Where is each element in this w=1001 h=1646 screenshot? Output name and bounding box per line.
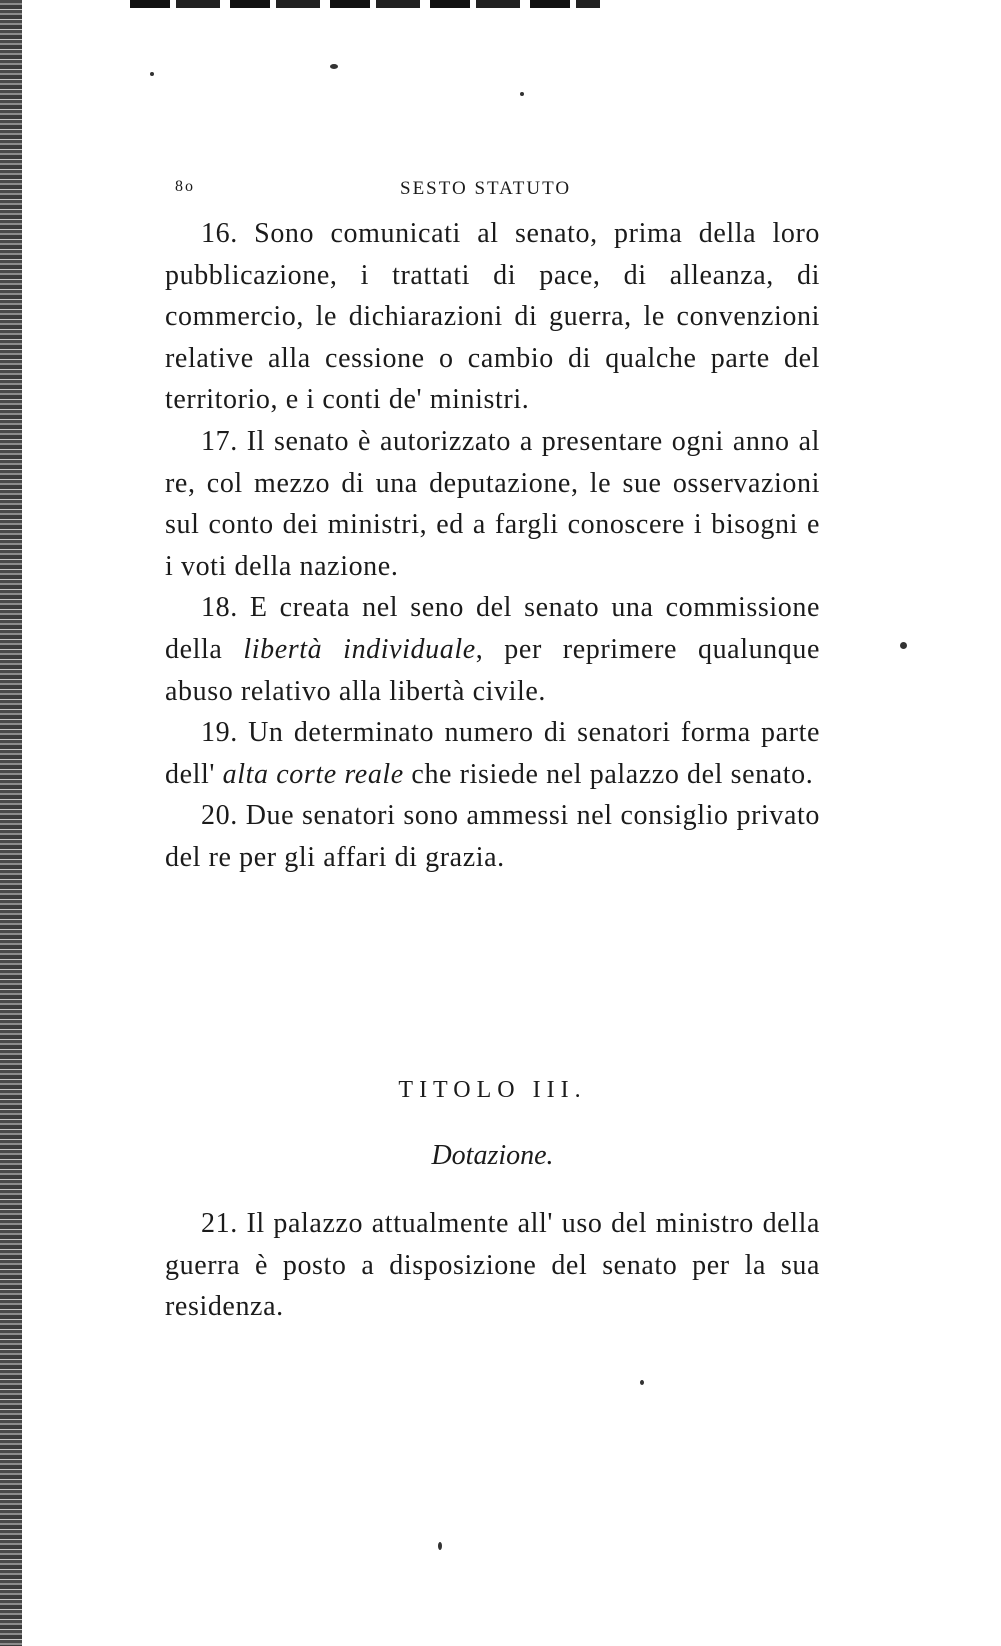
scan-edge xyxy=(130,0,600,8)
speck xyxy=(520,92,524,96)
italic-phrase: alta corte reale xyxy=(222,758,404,790)
section-subtitle: Dotazione. xyxy=(431,1140,554,1171)
speck xyxy=(330,64,338,69)
text-run: 20. Due senatori sono ammessi nel consiglio privato del re per gli affari di grazia. xyxy=(165,800,820,873)
speck xyxy=(150,72,154,76)
section-title: TITOLO III. xyxy=(398,1077,587,1103)
speck xyxy=(640,1380,644,1385)
speck xyxy=(438,1542,442,1550)
text-run: 18. E creata nel seno del senato una commissione della xyxy=(165,592,820,665)
binding-gutter xyxy=(0,0,22,1646)
page-header xyxy=(175,178,825,208)
page-number: 8o xyxy=(175,178,195,195)
article-paragraph xyxy=(165,587,820,712)
article-paragraph xyxy=(165,421,820,587)
text-run: 16. Sono comunicati al senato, prima della loro pubblicazione, i trattati di pace, di alleanza, di commercio, le dichiarazioni di guerra, le convenzioni relative alla cessione o cambio di qualche parte del territorio, e i conti de' ministri. xyxy=(165,218,820,416)
text-run: 17. Il senato è autorizzato a presentare ogni anno al re, col mezzo di una deputazione, le sue osservazioni sul conto dei ministri, ed a fargli conoscere i bisogni e i voti della nazione. xyxy=(165,425,820,582)
after-section-text xyxy=(165,1203,820,1328)
article-paragraph xyxy=(165,712,820,795)
main-text xyxy=(165,213,820,879)
italic-phrase: libertà individuale xyxy=(243,633,476,665)
running-title: SESTO STATUTO xyxy=(400,178,572,199)
text-run: che risiede nel palazzo del senato. xyxy=(403,758,814,790)
text-run: 19. Un determinato numero di senatori forma parte dell' xyxy=(165,717,820,790)
speck xyxy=(900,642,907,649)
article-paragraph xyxy=(165,213,820,421)
text-run: , per reprimere qualunque abuso relativo alla libertà civile. xyxy=(165,633,821,707)
article-paragraph xyxy=(165,795,820,878)
article-paragraph xyxy=(165,1203,820,1328)
text-run: 21. Il palazzo attualmente all' uso del ministro della guerra è posto a disposizione del senato per la sua residenza. xyxy=(165,1208,820,1323)
